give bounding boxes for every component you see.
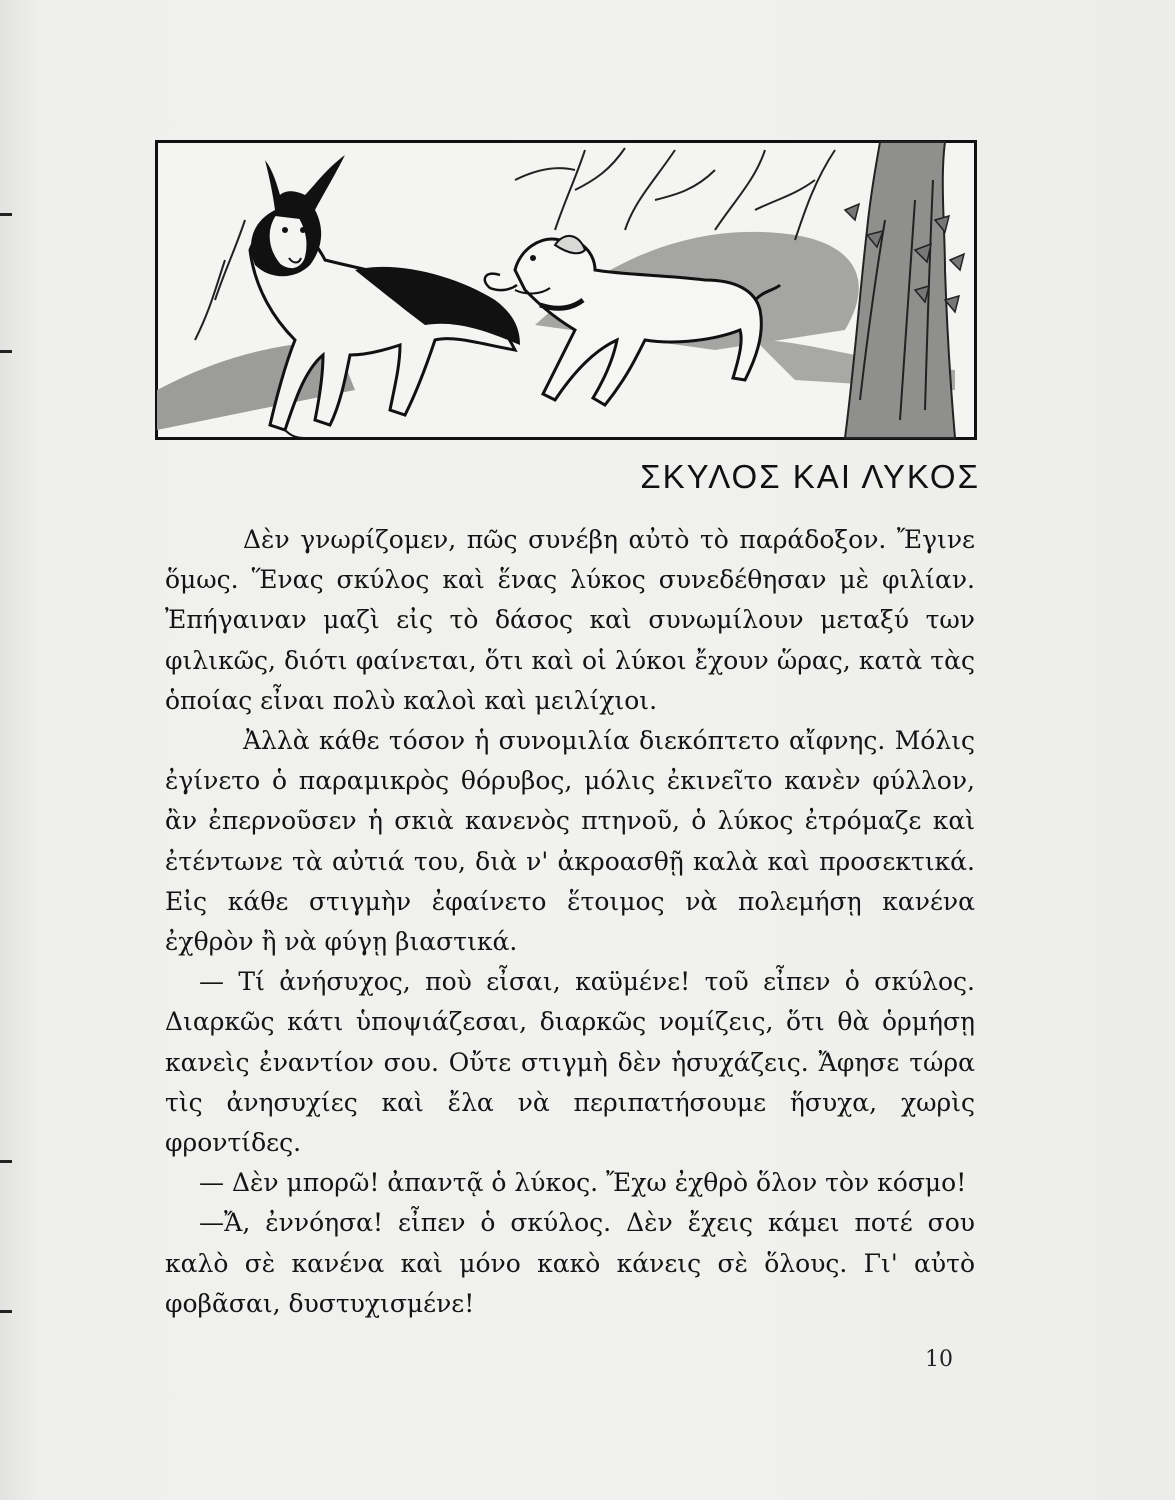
story-text — [165, 520, 975, 1324]
dialogue-line: — Δὲν μπορῶ! ἀπαντᾷ ὁ λύκος. Ἔχω ἐχθρὸ ὅλον τὸν κόσμο! — [199, 1168, 967, 1198]
paragraph: Ἀλλὰ κάθε τόσον ἡ συνομιλία διεκόπτετο αἴφνης. Μόλις ἐγίνετο ὁ παραμικρὸς θόρυβος, μόλις ἐκινεῖτο κανὲν φύλλον, ἂν ἐπερνοῦσεν ἡ σκιὰ κανενὸς πτηνοῦ, ὁ λύκος ἐτρόμαζε καὶ ἐτέντωνε τὰ αὐτιά του, διὰ ν' ἀκροασθῇ καλὰ καὶ προσεκτικά. Εἰς κάθε στιγμὴν ἐφαίνετο ἕτοιμος νὰ πολεμήσῃ κανένα ἐχθρὸν ἢ νὰ φύγῃ βιαστικά. — [165, 726, 975, 957]
paragraph: Δὲν γνωρίζομεν, πῶς συνέβη αὐτὸ τὸ παράδοξον. Ἔγινε ὅμως. Ἕνας σκύλος καὶ ἕνας λύκος συνεδέθησαν μὲ φιλίαν. Ἐπήγαιναν μαζὶ εἰς τὸ δάσος καὶ συνωμίλουν μεταξύ των φιλικῶς, διότι φαίνεται, ὅτι καὶ οἱ λύκοι ἔχουν ὥρας, κατὰ τὰς ὁποίας εἶναι πολὺ καλοὶ καὶ μειλίχιοι. — [165, 525, 975, 715]
dialogue-line: —Ἄ, ἐννόησα! εἶπεν ὁ σκύλος. Δὲν ἔχεις κάμει ποτέ σου καλὸ σὲ κανένα καὶ μόνο κακὸ κάνεις σὲ ὅλους. Γι' αὐτὸ φοβᾶσαι, δυστυχισμένε! — [165, 1208, 975, 1318]
binding-mark — [0, 213, 12, 216]
binding-mark — [0, 1310, 12, 1313]
binding-mark — [0, 350, 12, 353]
story-title: ΣΚΥΛΟΣ ΚΑΙ ΛΥΚΟΣ — [640, 458, 980, 495]
binding-mark — [0, 1160, 12, 1163]
dog-and-wolf-illustration — [155, 140, 977, 440]
page-number: 10 — [925, 1347, 953, 1372]
dialogue-line: — Τί ἀνήσυχος, ποὺ εἶσαι, καϋμένε! τοῦ εἶπεν ὁ σκύλος. Διαρκῶς κάτι ὑποψιάζεσαι, διαρκῶς νομίζεις, ὅτι θὰ ὁρμήσῃ κανεὶς ἐναντίον σου. Οὔτε στιγμὴ δὲν ἡσυχάζεις. Ἄφησε τώρα τὶς ἀνησυχίες καὶ ἔλα νὰ περιπατήσουμε ἥσυχα, χωρὶς φροντίδες. — [165, 967, 975, 1158]
